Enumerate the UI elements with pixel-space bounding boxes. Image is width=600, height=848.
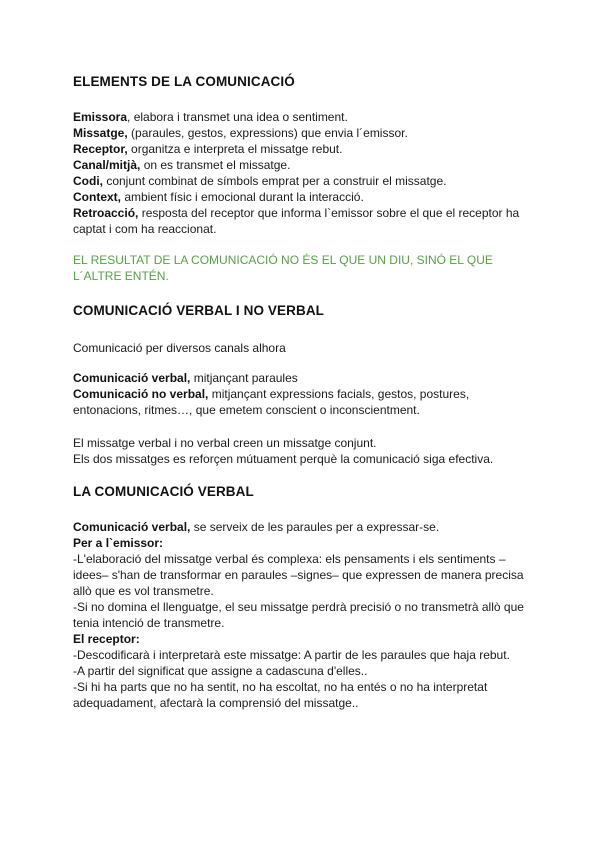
- desc-retroaccio: resposta del receptor que informa l`emissor sobre el que el receptor ha: [138, 206, 520, 220]
- term-retroaccio: Retroacció,: [73, 206, 139, 220]
- joint-message: [73, 435, 512, 467]
- term-context: Context,: [73, 190, 121, 204]
- emitter-line: -Si no domina el llenguatge, el seu missatge perdrà precisió o no transmetrà allò que: [73, 600, 524, 614]
- receiver-heading: El receptor:: [73, 632, 140, 646]
- desc-emissora: , elabora i transmet una idea o sentiment.: [127, 110, 348, 124]
- term-verbal-def: Comunicació verbal,: [73, 520, 191, 534]
- desc-context: ambient físic i emocional durant la interacció.: [121, 190, 364, 204]
- desc-codi: conjunt combinat de símbols emprat per a construir el missatge.: [103, 174, 447, 188]
- verbal-definitions: [73, 370, 512, 418]
- elements-list: [73, 109, 520, 237]
- emitter-line: -L'elaboració del missatge verbal és complexa: els pensaments i els sentiments –: [73, 552, 506, 566]
- receiver-line: -Si hi ha parts que no ha sentit, no ha escoltat, no ha entés o no ha interpretat: [73, 680, 488, 694]
- emitter-heading: Per a l`emissor:: [73, 536, 164, 550]
- item-codi: [73, 173, 512, 189]
- receiver-line: adequadament, afectarà la comprensió del missatge..: [73, 696, 359, 710]
- nonverbal-line: [73, 386, 512, 402]
- desc-missatge: (paraules, gestos, expressions) que envia l´emissor.: [127, 126, 408, 140]
- desc-retroaccio-cont: captat i com ha reaccionat.: [73, 222, 217, 236]
- desc-no-verbal-cont: entonacions, ritmes…, que emetem conscient o inconscientment.: [73, 403, 420, 417]
- desc-receptor: organitza e interpreta el missatge rebut.: [127, 142, 343, 156]
- term-receptor: Receptor,: [73, 142, 128, 156]
- verbal-def-line: [73, 519, 512, 535]
- emitter-line: allò que es vol transmetre.: [73, 584, 214, 598]
- highlight-quote: [73, 252, 512, 284]
- term-canal: Canal/mitjà,: [73, 158, 141, 172]
- item-missatge: [73, 125, 512, 141]
- joint-line-1: El missatge verbal i no verbal creen un missatge conjunt.: [73, 436, 377, 450]
- intro-canals: Comunicació per diversos canals alhora: [73, 341, 286, 355]
- desc-verbal-def: se serveix de les paraules per a expressar-se.: [190, 520, 440, 534]
- heading-comunicacio-verbal: LA COMUNICACIÓ VERBAL: [73, 484, 254, 499]
- item-canal: [73, 157, 512, 173]
- quote-line-2: L´ALTRE ENTÉN.: [73, 269, 169, 283]
- item-retroaccio: [73, 205, 520, 221]
- receiver-line: -A partir del significat que assigne a cadascuna d'elles..: [73, 664, 368, 678]
- term-codi: Codi,: [73, 174, 103, 188]
- desc-no-verbal: mitjançant expressions facials, gestos, postures,: [208, 387, 470, 401]
- heading-elements: ELEMENTS DE LA COMUNICACIÓ: [73, 74, 295, 89]
- quote-line-1: EL RESULTAT DE LA COMUNICACIÓ NO ÉS EL QUE UN DIU, SINÓ EL QUE: [73, 253, 493, 267]
- term-verbal: Comunicació verbal,: [73, 371, 191, 385]
- desc-canal: on es transmet el missatge.: [140, 158, 291, 172]
- term-missatge: Missatge,: [73, 126, 128, 140]
- item-emissora: [73, 109, 512, 125]
- term-emissora: Emissora: [73, 110, 128, 124]
- joint-line-2: Els dos missatges es reforçen mútuament perquè la comunicació siga efectiva.: [73, 452, 494, 466]
- verbal-section-body: [73, 519, 524, 711]
- emitter-line: idees– s'han de transformar en paraules –signes– que expressen de manera precisa: [73, 568, 524, 582]
- item-context: [73, 189, 512, 205]
- receiver-line: -Descodificarà i interpretarà este missatge: A partir de les paraules que haja rebut.: [73, 648, 510, 662]
- heading-verbal-no-verbal: COMUNICACIÓ VERBAL I NO VERBAL: [73, 303, 325, 318]
- emitter-line: tenia intenció de transmetre.: [73, 616, 225, 630]
- term-no-verbal: Comunicació no verbal,: [73, 387, 209, 401]
- verbal-line: [73, 370, 512, 386]
- item-receptor: [73, 141, 512, 157]
- desc-verbal: mitjançant paraules: [190, 371, 298, 385]
